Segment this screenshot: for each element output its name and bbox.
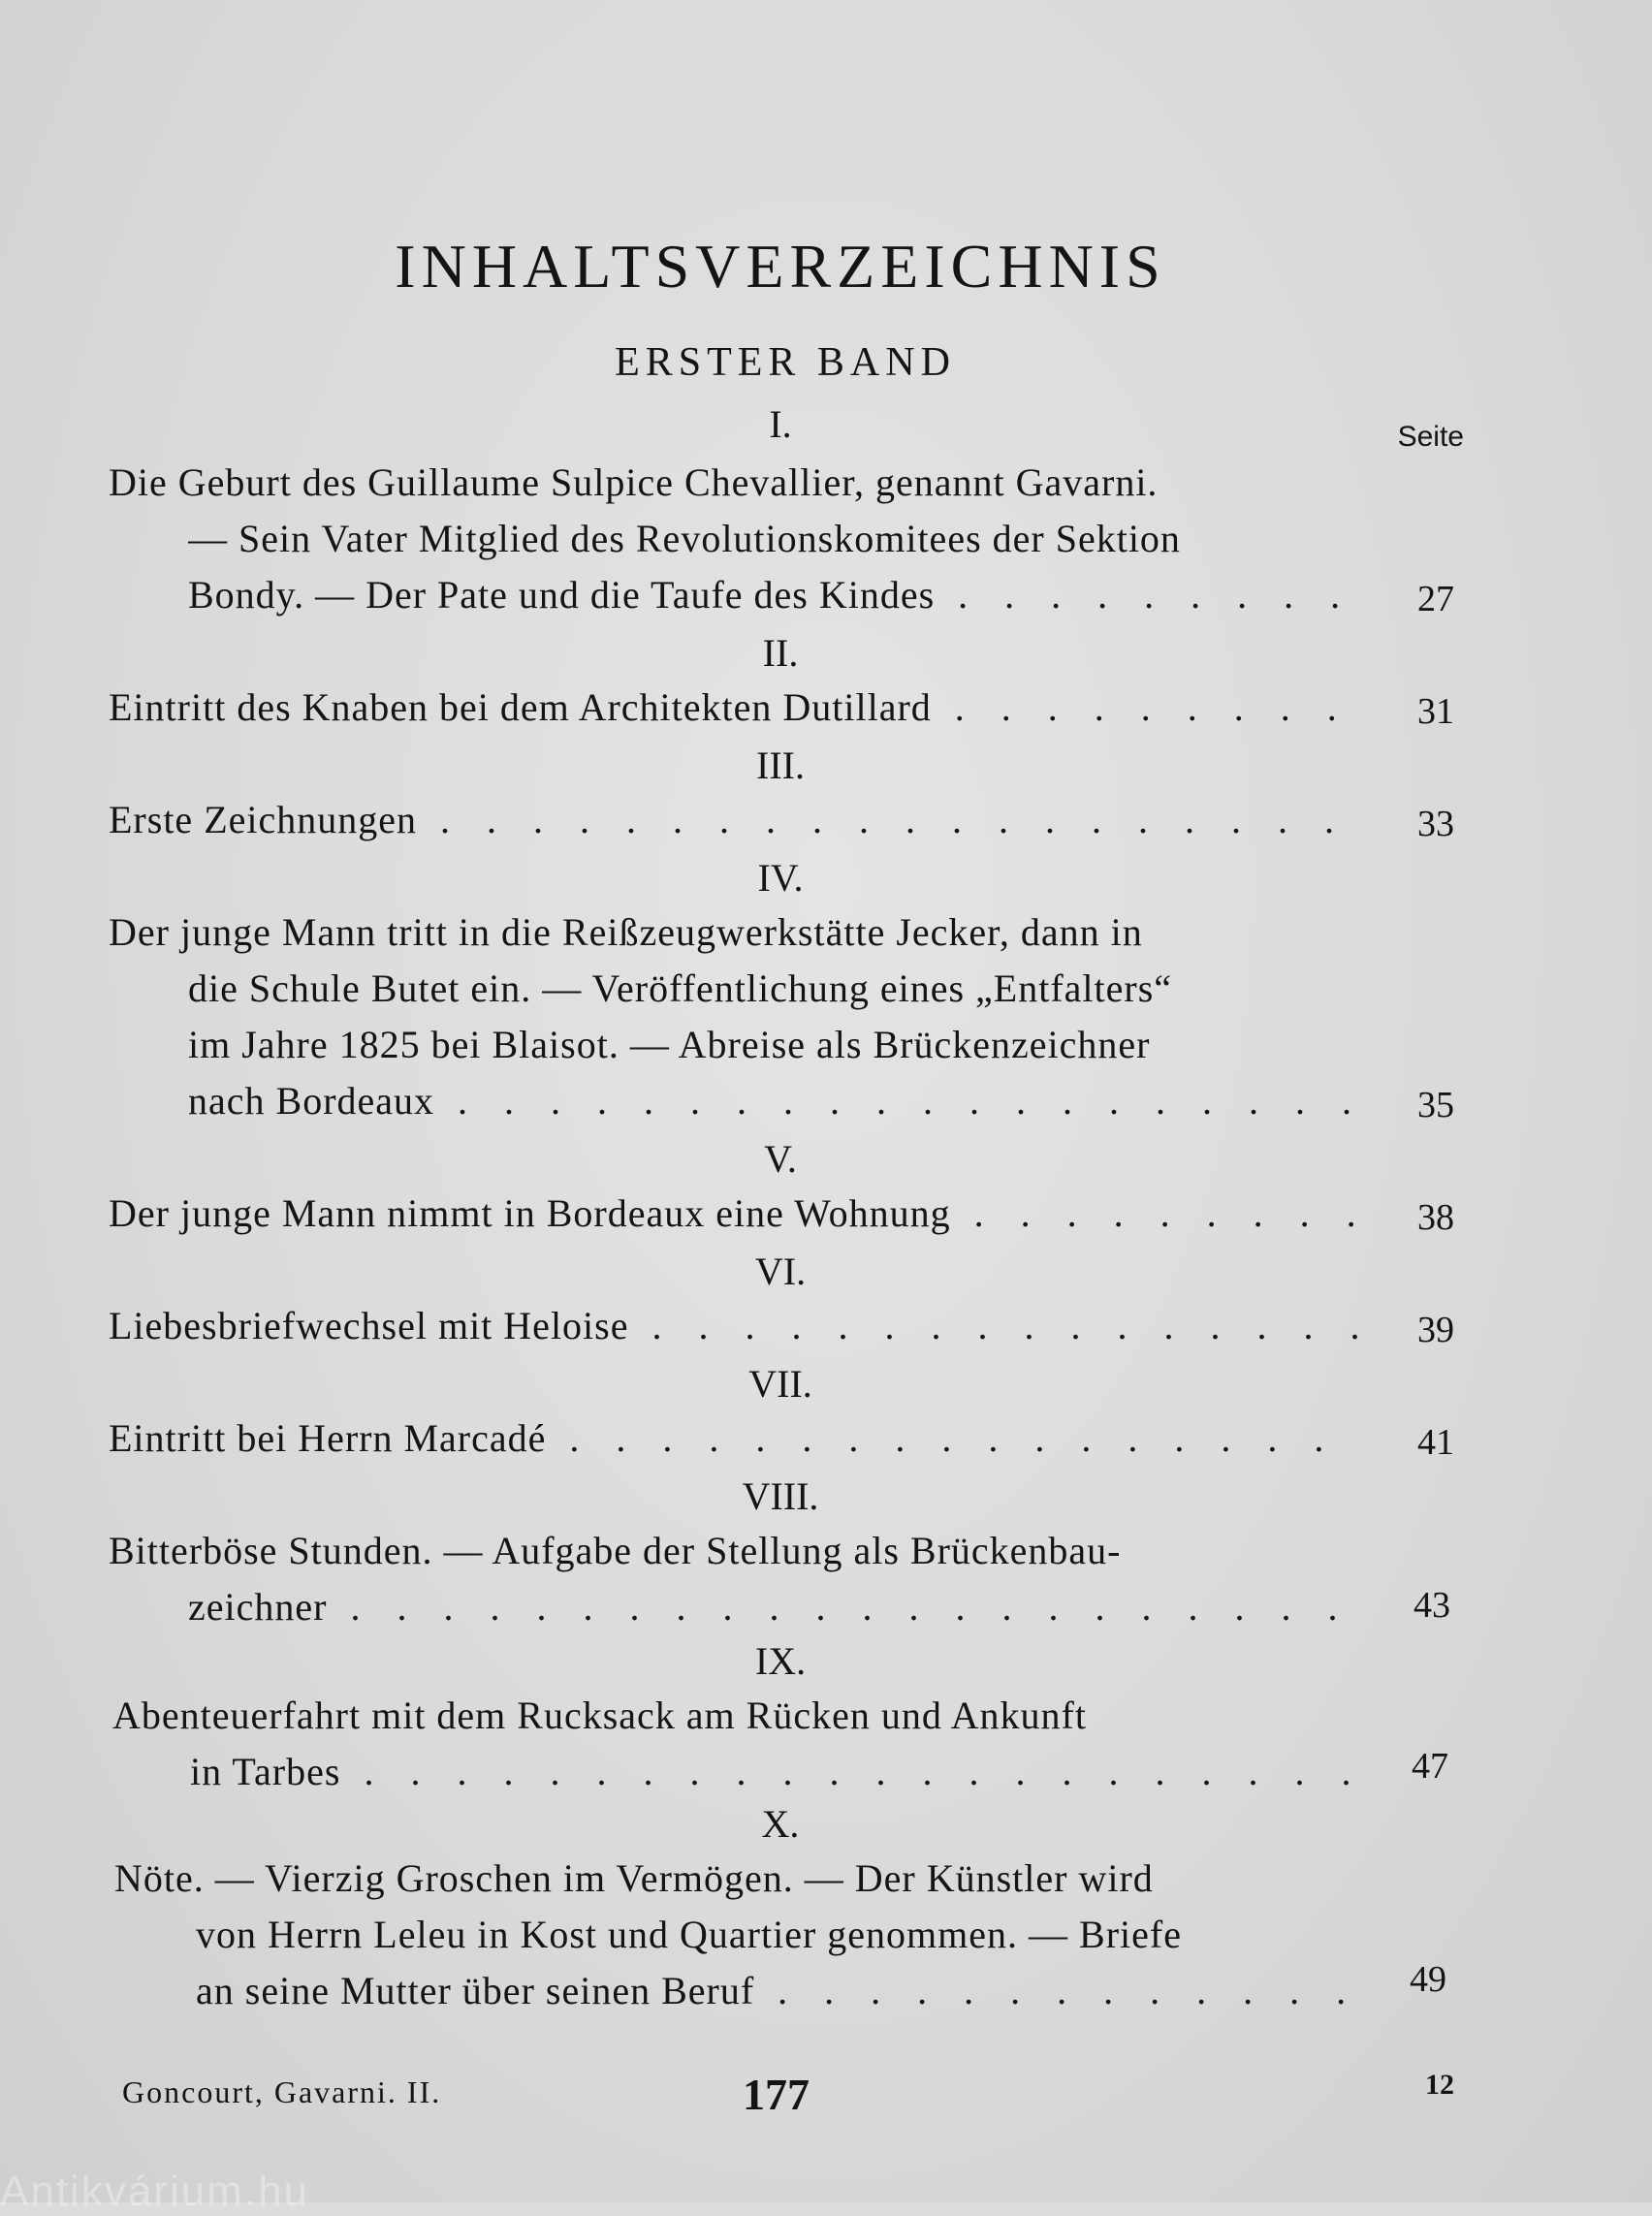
chapter-numeral: VII. [748,1362,812,1406]
toc-line: — Sein Vater Mitglied des Revolutionskomitees der Sektion [188,517,1181,560]
toc-line: Die Geburt des Guillaume Sulpice Chevallier, genannt Gavarni. [109,460,1159,504]
toc-line-text: Der junge Mann nimmt in Bordeaux eine Wohnung [109,1191,951,1235]
page-title: INHALTSVERZEICHNIS [395,232,1166,301]
toc-line: Nöte. — Vierzig Groschen im Vermögen. — Der Künstler wird [114,1856,1154,1900]
toc-line [188,572,1361,617]
chapter-numeral: IV. [757,856,804,900]
toc-line-text: nach Bordeaux [188,1079,435,1123]
footer-book-reference: Goncourt, Gavarni. II. [122,2074,442,2109]
chapter-numeral: V. [764,1137,797,1181]
chapter-numeral: I. [769,402,792,446]
footer-page-number: 177 [743,2070,810,2119]
page-number: 38 [1417,1197,1454,1238]
toc-line-text: Eintritt des Knaben bei dem Architekten Dutillard [109,685,932,729]
toc-line: im Jahre 1825 bei Blaisot. — Abreise als Brückenzeichner [188,1023,1151,1066]
toc-line-text: Bondy. — Der Pate und die Taufe des Kindes [188,573,936,617]
volume-subtitle: ERSTER BAND [615,340,956,385]
toc-line: von Herrn Leleu in Kost und Quartier genommen. — Briefe [196,1913,1182,1956]
toc-line-text: zeichner [188,1585,328,1629]
chapter-numeral: X. [761,1802,800,1846]
watermark: Antikvárium.hu [0,2168,310,2215]
toc-line [190,1749,1357,1794]
toc-line [109,684,1361,730]
footer-signature-mark: 12 [1425,2069,1454,2101]
toc-line: Abenteuerfahrt mit dem Rucksack am Rücken und Ankunft [112,1694,1087,1737]
chapter-numeral: VI. [754,1250,807,1293]
page-number: 41 [1417,1422,1454,1463]
page-number: 33 [1417,804,1454,844]
chapter-numeral: VIII. [742,1474,819,1518]
toc-line [188,1584,1361,1630]
chapter-numeral: IX. [754,1639,807,1683]
toc-line [109,1190,1361,1236]
toc-line-text: Liebesbriefwechsel mit Heloise [109,1304,629,1347]
page-number: 31 [1417,691,1454,732]
toc-line [109,1303,1361,1348]
toc-line-text: in Tarbes [190,1750,341,1793]
toc-line [196,1968,1355,2013]
page-number: 39 [1417,1310,1454,1350]
toc-line [188,1078,1361,1124]
page-number: 47 [1412,1746,1448,1787]
chapter-numeral: II. [762,631,799,675]
toc-line-text: an seine Mutter über seinen Beruf [196,1969,755,2012]
page-number: 27 [1417,579,1454,619]
toc-line: Bitterböse Stunden. — Aufgabe der Stellung als Brückenbau- [109,1529,1122,1572]
toc-line [109,1415,1361,1461]
chapter-numeral: III. [756,744,805,787]
toc-line: die Schule Butet ein. — Veröffentlichung eines „Entfalters“ [188,966,1173,1010]
toc-line [109,797,1361,842]
page-number: 43 [1414,1585,1450,1626]
toc-line-text: Eintritt bei Herrn Marcadé [109,1416,547,1460]
toc-line: Der junge Mann tritt in die Reißzeugwerkstätte Jecker, dann in [109,910,1143,954]
toc-line-text: Erste Zeichnungen [109,798,417,841]
page-number: 35 [1417,1085,1454,1125]
page-column-label: Seite [1397,421,1464,453]
page-number: 49 [1410,1959,1446,2000]
